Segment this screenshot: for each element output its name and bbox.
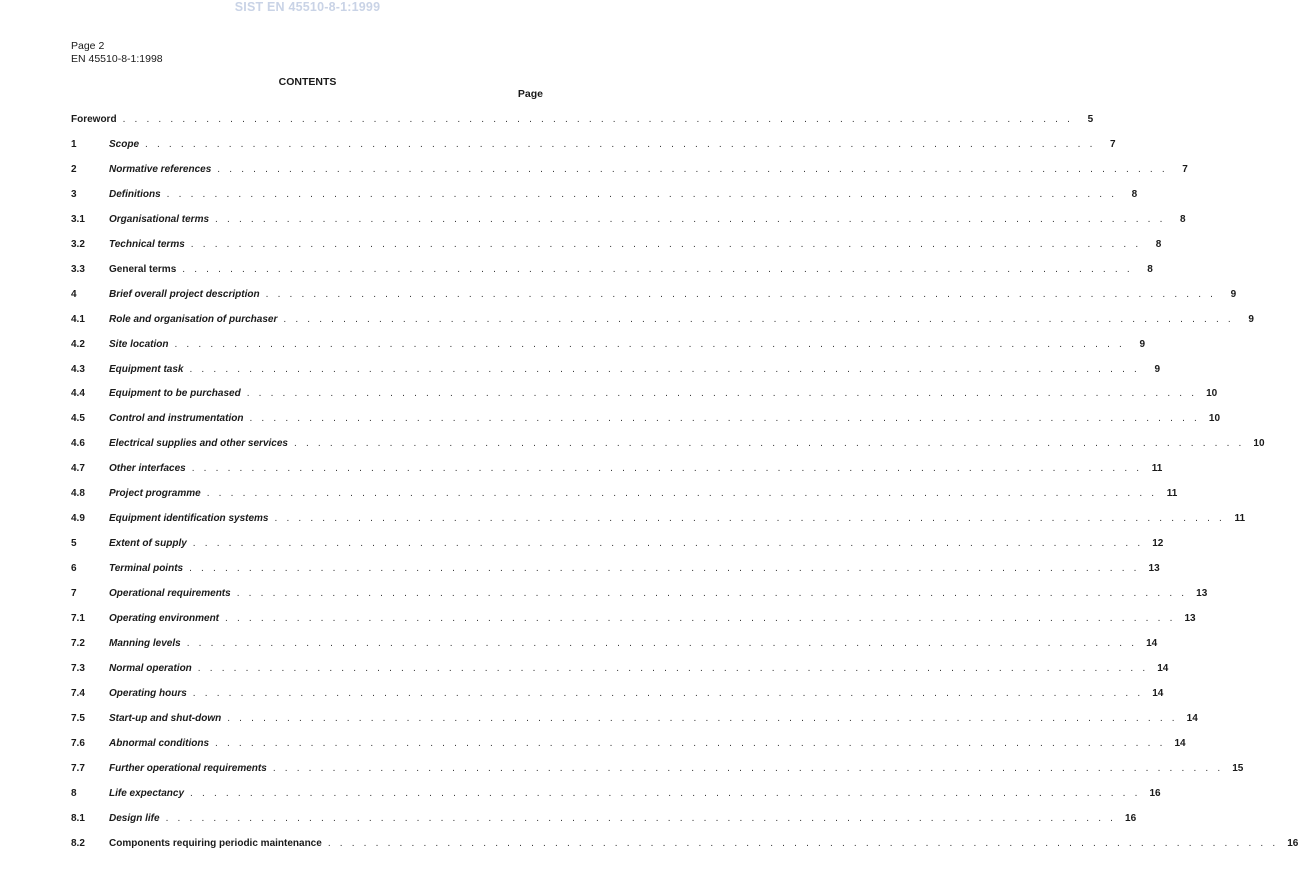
dot-leader: . . . . . . . . . . . . . . . . . . . . . . . . . . . . . . . . . . . . . . . . . . . . . . . . . . . . . . . . . . . . . . . . . . . . . . . . . . . . . . . .	[165, 812, 1117, 824]
dot-leader: . . . . . . . . . . . . . . . . . . . . . . . . . . . . . . . . . . . . . . . . . . . . . . . . . . . . . . . . . . . . . . . . . . . . . . . . . . . . . . . .	[225, 613, 1176, 624]
toc-entry[interactable]	[71, 188, 1138, 202]
dot-leader: . . . . . . . . . . . . . . . . . . . . . . . . . . . . . . . . . . . . . . . . . . . . . . . . . . . . . . . . . . . . . . . . . . . . . . . . . . . . . . . .	[236, 588, 1188, 600]
toc-page-number: 16	[1149, 787, 1161, 799]
toc-entry-line	[109, 637, 1158, 651]
toc-page-number: 8	[1147, 263, 1153, 275]
toc-section-title: Definitions	[109, 188, 161, 200]
toc-entry[interactable]	[71, 462, 1163, 476]
toc-section-number: 4.7	[71, 463, 85, 475]
toc-page-number: 11	[1151, 463, 1163, 475]
toc-entry[interactable]	[71, 213, 1186, 227]
toc-section-title: Manning levels	[109, 637, 181, 649]
dot-leader: . . . . . . . . . . . . . . . . . . . . . . . . . . . . . . . . . . . . . . . . . . . . . . . . . . . . . . . . . . . . . . . . . . . . . . . . . . . . . . . .	[272, 762, 1224, 774]
dot-leader: . . . . . . . . . . . . . . . . . . . . . . . . . . . . . . . . . . . . . . . . . . . . . . . . . . . . . . . . . . . . . . . . . . . . . . . . . . . . . . . .	[293, 438, 1245, 450]
toc-page-number: 13	[1184, 613, 1196, 624]
toc-entry-line	[109, 412, 1221, 426]
toc-entry-line	[109, 612, 1196, 626]
page-header	[71, 40, 163, 66]
toc-section-title: Foreword	[71, 114, 117, 125]
toc-entry[interactable]	[71, 787, 1161, 801]
toc-section-title: Normal operation	[109, 662, 192, 674]
toc-page-number: 13	[1196, 588, 1208, 600]
toc-section-title: Electrical supplies and other services	[109, 438, 288, 450]
dot-leader: . . . . . . . . . . . . . . . . . . . . . . . . . . . . . . . . . . . . . . . . . . . . . . . . . . . . . . . . . . . . . . . . . . . . . . . . . . . . . . . .	[265, 288, 1217, 300]
toc-section-number: 8	[71, 787, 77, 799]
toc-section-number: 7.7	[71, 762, 85, 774]
toc-page-number: 13	[1148, 563, 1160, 575]
dot-leader: . . . . . . . . . . . . . . . . . . . . . . . . . . . . . . . . . . . . . . . . . . . . . . . . . . . . . . . . . . . . . . . . . . . . . . . . . . . . . . . .	[215, 213, 1166, 225]
dot-leader: . . . . . . . . . . . . . . . . . . . . . . . . . . . . . . . . . . . . . . . . . . . . . . . . . . . . . . . . . . . . . . . . . . . . . . . . . . . . . . . .	[192, 538, 1144, 550]
toc-page-number: 14	[1146, 637, 1158, 649]
toc-section-title: Project programme	[109, 488, 201, 500]
toc-section-title: Equipment task	[109, 363, 184, 375]
toc-entry[interactable]	[71, 612, 1196, 626]
toc-entry-line	[109, 812, 1137, 826]
toc-page-number: 8	[1180, 213, 1186, 225]
toc-entry[interactable]	[71, 238, 1162, 252]
toc-section-title: Operating hours	[109, 687, 187, 699]
toc-entry-line	[109, 462, 1163, 476]
toc-section-number: 7.5	[71, 712, 85, 724]
toc-section-title: Further operational requirements	[109, 762, 267, 774]
toc-entry-line	[109, 837, 1298, 851]
toc-entry-line	[109, 762, 1244, 776]
toc-section-number: 4.8	[71, 488, 85, 500]
toc-entry[interactable]	[71, 562, 1160, 576]
toc-section-number: 4.9	[71, 513, 85, 525]
dot-leader: . . . . . . . . . . . . . . . . . . . . . . . . . . . . . . . . . . . . . . . . . . . . . . . . . . . . . . . . . . . . . . . . . . . . . . . . . . . . . . . .	[227, 712, 1178, 724]
dot-leader: . . . . . . . . . . . . . . . . . . . . . . . . . . . . . . . . . . . . . . . . . . . . . . . . . . . . . . . . . . . . . . . . . . . . . . . . . . . . . . . .	[190, 238, 1142, 250]
toc-entry[interactable]	[71, 537, 1164, 551]
toc-entry[interactable]	[71, 437, 1265, 451]
toc-entry-line	[109, 387, 1218, 401]
toc-page-number: 9	[1230, 288, 1237, 300]
toc-entry-line	[109, 687, 1164, 701]
toc-page-number: 11	[1166, 488, 1178, 500]
toc-entry[interactable]	[71, 138, 1116, 152]
toc-section-number: 4.3	[71, 363, 85, 375]
toc-entry[interactable]	[71, 163, 1188, 177]
toc-entry[interactable]	[71, 512, 1246, 526]
dot-leader: . . . . . . . . . . . . . . . . . . . . . . . . . . . . . . . . . . . . . . . . . . . . . . . . . . . . . . . . . . . . . . . . . . . . . . . . . . . . . . . .	[174, 338, 1126, 350]
toc-section-number: 4.2	[71, 338, 85, 350]
toc-page-number: 9	[1154, 363, 1161, 375]
toc-page-number: 10	[1208, 413, 1221, 425]
toc-entry[interactable]	[71, 338, 1146, 352]
toc-section-title: Components requiring periodic maintenance	[109, 837, 322, 849]
toc-section-title: Scope	[109, 138, 140, 150]
toc-section-number: 4	[71, 288, 77, 300]
toc-entry-line	[109, 787, 1161, 801]
toc-entry[interactable]	[71, 363, 1161, 377]
dot-leader: . . . . . . . . . . . . . . . . . . . . . . . . . . . . . . . . . . . . . . . . . . . . . . . . . . . . . . . . . . . . . . . . . . . . . . . . . . . . . . . .	[186, 637, 1138, 649]
toc-entry-line	[109, 238, 1162, 252]
toc-page-number: 7	[1110, 138, 1116, 150]
toc-section-title: Brief overall project description	[109, 288, 260, 300]
toc-entry[interactable]	[71, 687, 1164, 701]
toc-section-number: 3.3	[71, 263, 85, 275]
toc-entry-line	[71, 113, 1094, 127]
toc-section-number: 8.2	[71, 837, 85, 849]
toc-section-title: General terms	[109, 263, 177, 275]
toc-section-number: 4.4	[71, 388, 85, 400]
toc-entry-line	[109, 587, 1208, 601]
toc-page-number: 9	[1139, 338, 1146, 350]
dot-leader: . . . . . . . . . . . . . . . . . . . . . . . . . . . . . . . . . . . . . . . . . . . . . . . . . . . . . . . . . . . . . . . . . . . . . . . . . . . . . . . .	[206, 488, 1158, 500]
toc-section-number: 5	[71, 538, 77, 550]
toc-section-number: 2	[71, 163, 77, 175]
dot-leader: . . . . . . . . . . . . . . . . . . . . . . . . . . . . . . . . . . . . . . . . . . . . . . . . . . . . . . . . . . . . . . . . . . . . . . . . . . . . . . . .	[145, 138, 1096, 150]
toc-entry-line	[109, 537, 1164, 551]
toc-section-title: Operational requirements	[109, 588, 231, 600]
contents-title: CONTENTS	[278, 76, 337, 88]
toc-section-number: 3.1	[71, 213, 85, 225]
toc-section-title: Equipment identification systems	[109, 513, 269, 525]
dot-leader: . . . . . . . . . . . . . . . . . . . . . . . . . . . . . . . . . . . . . . . . . . . . . . . . . . . . . . . . . . . . . . . . . . . . . . . . . . . . . . . .	[190, 787, 1141, 799]
toc-entry[interactable]	[71, 812, 1137, 826]
toc-section-number: 7.3	[71, 662, 85, 674]
toc-entry-line	[109, 737, 1186, 751]
dot-leader: . . . . . . . . . . . . . . . . . . . . . . . . . . . . . . . . . . . . . . . . . . . . . . . . . . . . . . . . . . . . . . . . . . . . . . . . . . . . . . . .	[189, 563, 1140, 575]
toc-entry-line	[109, 437, 1265, 451]
toc-section-title: Abnormal conditions	[109, 737, 209, 749]
toc-entry[interactable]	[71, 712, 1198, 726]
toc-section-title: Normative references	[109, 163, 212, 175]
toc-section-number: 8.1	[71, 812, 85, 824]
toc-section-number: 4.5	[71, 413, 85, 425]
toc-section-number: 3.2	[71, 238, 85, 250]
toc-section-title: Organisational terms	[109, 213, 210, 225]
toc-section-title: Role and organisation of purchaser	[109, 313, 278, 325]
toc-page-number: 14	[1152, 687, 1164, 699]
toc-entry[interactable]	[71, 837, 1298, 851]
toc-entry[interactable]	[71, 288, 1237, 302]
dot-leader: . . . . . . . . . . . . . . . . . . . . . . . . . . . . . . . . . . . . . . . . . . . . . . . . . . . . . . . . . . . . . . . . . . . . . . . . . . . . . . . .	[215, 737, 1166, 749]
toc-entry-line	[109, 288, 1237, 302]
toc-section-title: Other interfaces	[109, 463, 186, 475]
dot-leader: . . . . . . . . . . . . . . . . . . . . . . . . . . . . . . . . . . . . . . . . . . . . . . . . . . . . . . . . . . . . . . . . . . . . . . . . . . . . . . . .	[191, 463, 1143, 475]
toc-entry[interactable]	[71, 662, 1169, 676]
toc-entry[interactable]	[71, 263, 1153, 277]
dot-leader: . . . . . . . . . . . . . . . . . . . . . . . . . . . . . . . . . . . . . . . . . . . . . . . . . . . . . . . . . . . . . . . . . . . . . . . . . . . . . . . .	[182, 263, 1133, 275]
dot-leader: . . . . . . . . . . . . . . . . . . . . . . . . . . . . . . . . . . . . . . . . . . . . . . . . . . . . . . . . . . . . . . . . . . . . . . . . . . . . . . . .	[274, 513, 1226, 525]
toc-page-number: 16	[1287, 837, 1298, 849]
toc-page-number: 10	[1206, 388, 1218, 400]
toc-section-number: 7	[71, 588, 77, 600]
toc-entry-line	[109, 487, 1178, 501]
toc-entry[interactable]	[71, 587, 1208, 601]
toc-page-number: 9	[1248, 313, 1254, 325]
toc-entry[interactable]	[71, 762, 1244, 776]
toc-entry[interactable]	[71, 113, 1094, 127]
toc-section-title: Site location	[109, 338, 169, 350]
toc-section-title: Equipment to be purchased	[109, 388, 241, 400]
page-column-label: Page	[517, 88, 543, 100]
toc-entry-line	[109, 213, 1186, 227]
toc-section-number: 3	[71, 188, 77, 200]
toc-page-number: 8	[1155, 238, 1162, 250]
toc-entry[interactable]	[71, 487, 1178, 501]
toc-section-number: 4.6	[71, 438, 85, 450]
toc-page-number: 14	[1174, 737, 1186, 749]
toc-entry[interactable]	[71, 737, 1186, 751]
toc-section-title: Design life	[109, 812, 160, 824]
toc-page-number: 14	[1186, 712, 1198, 724]
toc-entry-line	[109, 313, 1254, 327]
dot-leader: . . . . . . . . . . . . . . . . . . . . . . . . . . . . . . . . . . . . . . . . . . . . . . . . . . . . . . . . . . . . . . . . . . . . . . . . . . . . . . . .	[122, 114, 1074, 125]
dot-leader: . . . . . . . . . . . . . . . . . . . . . . . . . . . . . . . . . . . . . . . . . . . . . . . . . . . . . . . . . . . . . . . . . . . . . . . . . . . . . . . .	[197, 662, 1149, 674]
toc-entry-line	[109, 138, 1116, 152]
toc-section-number: 7.6	[71, 737, 85, 749]
toc-entry-line	[109, 512, 1246, 526]
toc-section-title: Extent of supply	[109, 538, 187, 550]
toc-entry-line	[109, 562, 1160, 576]
dot-leader: . . . . . . . . . . . . . . . . . . . . . . . . . . . . . . . . . . . . . . . . . . . . . . . . . . . . . . . . . . . . . . . . . . . . . . . . . . . . . . . .	[327, 837, 1279, 849]
toc-entry[interactable]	[71, 387, 1218, 401]
toc-entry-line	[109, 163, 1188, 177]
toc-section-number: 7.4	[71, 687, 85, 699]
toc-page-number: 7	[1182, 163, 1188, 175]
toc-page-number: 5	[1087, 114, 1094, 125]
toc-entry-line	[109, 363, 1161, 377]
toc-section-title: Start-up and shut-down	[109, 712, 222, 724]
toc-section-number: 6	[71, 563, 77, 575]
toc-page-number: 12	[1152, 538, 1164, 550]
toc-section-number: 1	[71, 138, 77, 150]
dot-leader: . . . . . . . . . . . . . . . . . . . . . . . . . . . . . . . . . . . . . . . . . . . . . . . . . . . . . . . . . . . . . . . . . . . . . . . . . . . . . . . .	[166, 188, 1118, 200]
toc-section-number: 4.1	[71, 313, 85, 325]
toc-entry-line	[109, 338, 1146, 352]
toc-page-number: 8	[1131, 188, 1138, 200]
toc-entry[interactable]	[71, 637, 1158, 651]
toc-section-title: Life expectancy	[109, 787, 185, 799]
toc-page-number: 14	[1157, 662, 1169, 674]
toc-entry-line	[109, 263, 1153, 277]
toc-entry-line	[109, 712, 1198, 726]
dot-leader: . . . . . . . . . . . . . . . . . . . . . . . . . . . . . . . . . . . . . . . . . . . . . . . . . . . . . . . . . . . . . . . . . . . . . . . . . . . . . . . .	[189, 363, 1141, 375]
dot-leader: . . . . . . . . . . . . . . . . . . . . . . . . . . . . . . . . . . . . . . . . . . . . . . . . . . . . . . . . . . . . . . . . . . . . . . . . . . . . . . . .	[246, 388, 1198, 400]
dot-leader: . . . . . . . . . . . . . . . . . . . . . . . . . . . . . . . . . . . . . . . . . . . . . . . . . . . . . . . . . . . . . . . . . . . . . . . . . . . . . . . .	[283, 313, 1234, 325]
watermark: SIST EN 45510-8-1:1999	[234, 0, 381, 14]
toc-section-number: 7.1	[71, 613, 85, 624]
toc-page-number: 10	[1253, 438, 1265, 450]
toc-section-title: Control and instrumentation	[109, 413, 244, 425]
toc-section-title: Operating environment	[109, 613, 220, 624]
toc-section-title: Terminal points	[109, 563, 184, 575]
toc-section-title: Technical terms	[109, 238, 185, 250]
toc-entry-line	[109, 662, 1169, 676]
toc-entry-line	[109, 188, 1138, 202]
toc-entry[interactable]	[71, 412, 1221, 426]
page-number-label: Page 2	[71, 40, 105, 52]
toc-page-number: 11	[1234, 513, 1246, 525]
document-reference: EN 45510-8-1:1998	[71, 53, 163, 65]
dot-leader: . . . . . . . . . . . . . . . . . . . . . . . . . . . . . . . . . . . . . . . . . . . . . . . . . . . . . . . . . . . . . . . . . . . . . . . . . . . . . . . .	[249, 413, 1201, 425]
dot-leader: . . . . . . . . . . . . . . . . . . . . . . . . . . . . . . . . . . . . . . . . . . . . . . . . . . . . . . . . . . . . . . . . . . . . . . . . . . . . . . . .	[217, 163, 1168, 175]
toc-page-number: 15	[1232, 762, 1244, 774]
dot-leader: . . . . . . . . . . . . . . . . . . . . . . . . . . . . . . . . . . . . . . . . . . . . . . . . . . . . . . . . . . . . . . . . . . . . . . . . . . . . . . . .	[192, 687, 1144, 699]
toc-section-number: 7.2	[71, 637, 85, 649]
toc-entry[interactable]	[71, 313, 1254, 327]
toc-page-number: 16	[1125, 812, 1137, 824]
